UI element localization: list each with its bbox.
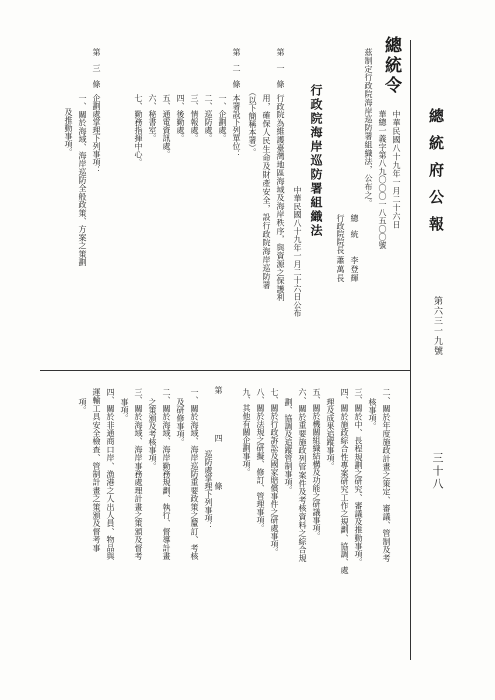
order-date: 中華民國八十九年一月二十六日 — [392, 110, 401, 229]
article-2-item: 三、情報處。 — [190, 94, 199, 142]
article-3-label: 第 三 條 — [92, 48, 101, 88]
article-4-item-4-end: 項。 — [78, 398, 87, 414]
article-4-item-1-cont: 及研修事項。 — [176, 398, 185, 446]
article-4-item-4: 四、關於非通商口岸、漁港之人出人員、物品與 — [106, 388, 115, 561]
article-3-item-6: 六、關於重要施政列管案件及考核資料之綜合規 — [298, 388, 307, 563]
article-2-item: 五、通電資訊處。 — [162, 94, 171, 158]
president-name: 李登輝 — [350, 256, 359, 283]
article-2-item: 七、勤務指揮中心。 — [134, 94, 143, 166]
article-2-item: 六、秘書室。 — [148, 94, 157, 142]
article-3-item-4: 四、關於施政綜合性專案研究工作之規劃、協調、處 — [340, 388, 349, 575]
article-3-item-1: 一、關於海域、海岸巡防全般政策、方案之策劃 — [78, 94, 87, 267]
page-number: 三十八 — [431, 452, 444, 491]
president-title: 總 統 — [350, 214, 359, 238]
article-2-intro: 本署設下列單位： — [232, 94, 241, 158]
article-3-intro: 企劃處掌理下列事項： — [92, 94, 101, 174]
premier-title: 行政院院長 — [336, 214, 345, 254]
article-2-label: 第 二 條 — [232, 48, 241, 88]
article-2-item: 一、企劃處。 — [218, 94, 227, 142]
article-3-item-9: 九、其他有關企劃事項。 — [242, 388, 251, 476]
article-4-label: 第 四 條 — [214, 386, 223, 506]
premier-name: 蕭萬長 — [336, 256, 345, 283]
article-1-text-end: （以下簡稱本署）。 — [248, 88, 257, 156]
article-1-label: 第 一 條 — [276, 48, 285, 88]
law-promulgation-date: 中華民國八十九年一月二十六日公布 — [293, 186, 302, 318]
article-4-item-2: 二、關於海域、海岸勤務規劃、執行、督導計畫 — [162, 388, 171, 561]
article-3-item-3: 三、關於中、長程規劃之研究、審議及推動事項。 — [354, 388, 363, 567]
article-4-item-1: 一、關於海域、海岸巡防重要政策之釐訂、考核 — [190, 388, 199, 561]
article-3-item-5: 五、關於機關組織結構及功能之研議事項。 — [312, 388, 321, 540]
article-2-item: 四、後勤處。 — [176, 94, 185, 142]
gazette-title: 總統府公報 — [427, 108, 445, 243]
article-4-item-2-cont: 之策頒及考核事項。 — [148, 398, 157, 470]
article-4-intro: 巡防處掌理下列事項： — [204, 450, 213, 530]
header-divider — [410, 40, 411, 660]
section-divider — [40, 370, 410, 371]
article-4-item-4-cont: 運輸工具安全檢查、管制計畫之策頒及督考事 — [92, 388, 101, 552]
article-4-item-3-cont: 事項。 — [120, 398, 129, 422]
article-3-item-4-cont: 理及成果追蹤事項。 — [326, 398, 335, 470]
article-3-item-2-cont: 核事項。 — [368, 398, 377, 430]
article-4-item-3: 三、關於海域、海岸事務處理計畫之策頒及督考 — [134, 388, 143, 561]
article-3-item-6-cont: 劃、協調及追蹤管制事項。 — [284, 398, 293, 494]
order-doc-number: 華總一義字第八九〇〇〇一八五〇〇號 — [378, 110, 387, 250]
order-text: 茲制定行政院海岸巡防署組織法，公布之。 — [364, 48, 373, 208]
article-1-text-cont: 用，確保人民生命及財產安全，設行政院海岸巡防署 — [262, 94, 271, 290]
law-title: 行政院海岸巡防署組織法 — [309, 84, 323, 238]
article-3-item-1-cont: 及推動事項。 — [64, 108, 73, 156]
article-3-item-7: 七、關於行政訴訟及國家賠償事件之研處事項。 — [270, 388, 279, 556]
article-1-text: 行政院為維護臺灣地區海域及海岸秩序，與資源之保護利 — [276, 94, 285, 302]
order-heading: 總統令 — [381, 36, 401, 96]
article-3-item-2: 二、關於年度施政計畫之策定、審議、管制及考 — [382, 388, 391, 563]
article-2-item: 二、巡防處。 — [204, 94, 213, 142]
article-3-item-8: 八、關於法規之研擬、修訂、管理事項。 — [256, 388, 265, 532]
issue-number: 第六三一九號 — [432, 296, 442, 356]
